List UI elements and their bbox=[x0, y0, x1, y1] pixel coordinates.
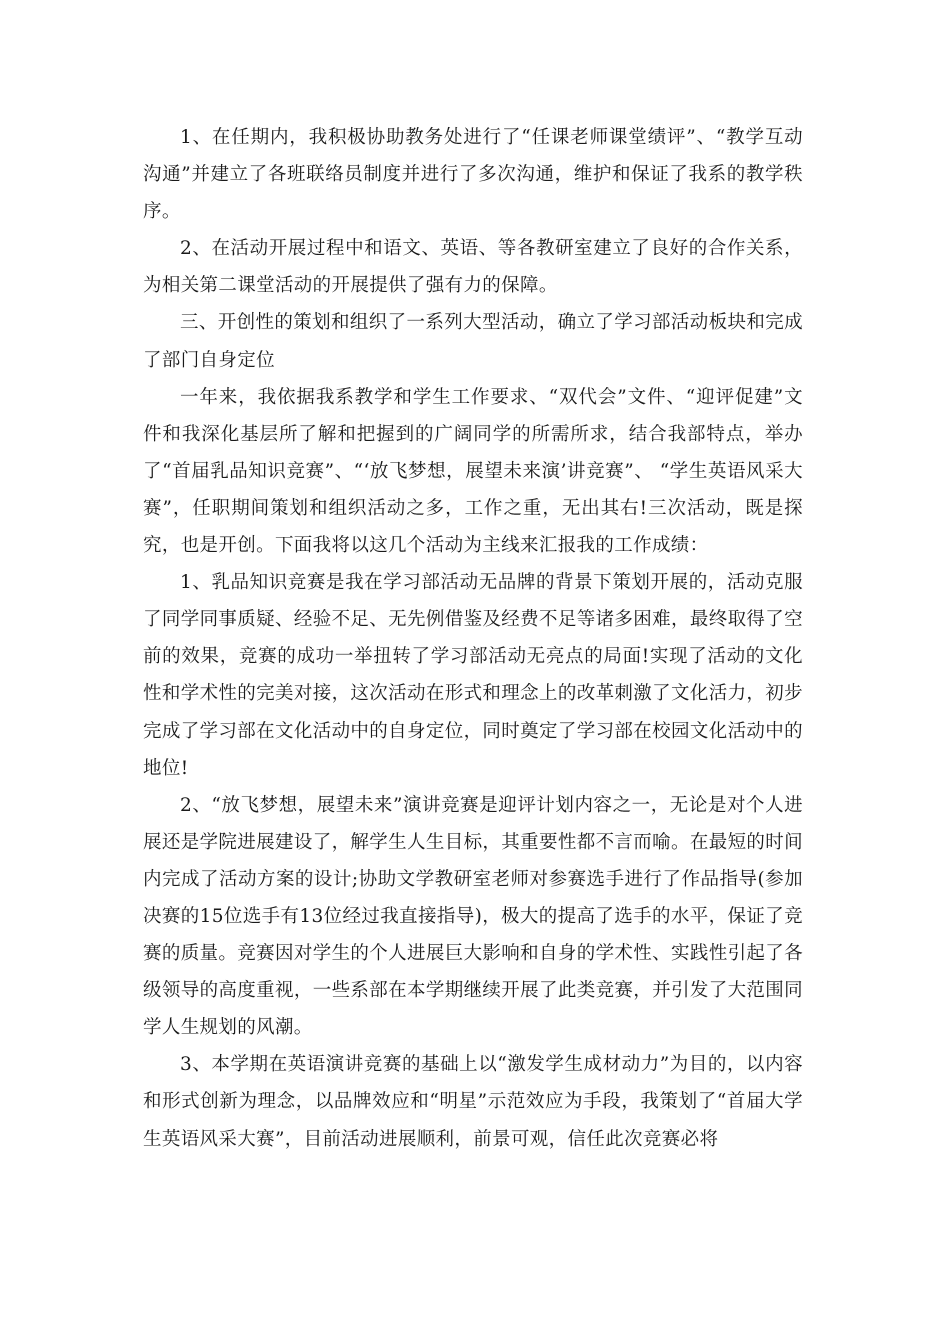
document-body bbox=[143, 119, 803, 1158]
paragraph-4: 一年来，我依据我系教学和学生工作要求、“双代会”文件、“迎评促建”文件和我深化基层所了解和把握到的广阔同学的所需所求，结合我部特点，举办了“首届乳品知识竞赛”、“‘放飞梦想，展望未来演’讲竞赛”、 “学生英语风采大赛”，任职期间策划和组织活动之多，工作之重，无出其右!三次活动，既是探究，也是开创。下面我将以这几个活动为主线来汇报我的工作成绩： bbox=[143, 386, 803, 557]
section-heading-3: 三、开创性的策划和组织了一系列大型活动，确立了学习部活动板块和完成了部门自身定位 bbox=[143, 312, 803, 371]
paragraph-6: 2、“放飞梦想，展望未来”演讲竞赛是迎评计划内容之一，无论是对个人进展还是学院进展建设了，解学生人生目标，其重要性都不言而喻。在最短的时间内完成了活动方案的设计;协助文学教研室老师对参赛选手进行了作品指导(参加决赛的15位选手有13位经过我直接指导)，极大的提高了选手的水平，保证了竞赛的质量。竞赛因对学生的个人进展巨大影响和自身的学术性、实践性引起了各级领导的高度重视，一些系部在本学期继续开展了此类竞赛，并引发了大范围同学人生规划的风潮。 bbox=[143, 794, 803, 1039]
paragraph-2: 2、在活动开展过程中和语文、英语、等各教研室建立了良好的合作关系，为相关第二课堂活动的开展提供了强有力的保障。 bbox=[143, 238, 803, 297]
paragraph-7: 3、本学期在英语演讲竞赛的基础上以“激发学生成材动力”为目的，以内容和形式创新为理念，以品牌效应和“明星”示范效应为手段，我策划了“首届大学生英语风采大赛”，目前活动进展顺利，前景可观，信任此次竞赛必将 bbox=[143, 1054, 803, 1150]
paragraph-1: 1、在任期内，我积极协助教务处进行了“任课老师课堂绩评”、“教学互动沟通”并建立了各班联络员制度并进行了多次沟通，维护和保证了我系的教学秩序。 bbox=[143, 127, 803, 223]
paragraph-5: 1、乳品知识竞赛是我在学习部活动无品牌的背景下策划开展的，活动克服了同学同事质疑、经验不足、无先例借鉴及经费不足等诸多困难，最终取得了空前的效果，竞赛的成功一举扭转了学习部活动无亮点的局面!实现了活动的文化性和学术性的完美对接，这次活动在形式和理念上的改革刺激了文化活力，初步完成了学习部在文化活动中的自身定位，同时奠定了学习部在校园文化活动中的地位! bbox=[143, 572, 803, 779]
